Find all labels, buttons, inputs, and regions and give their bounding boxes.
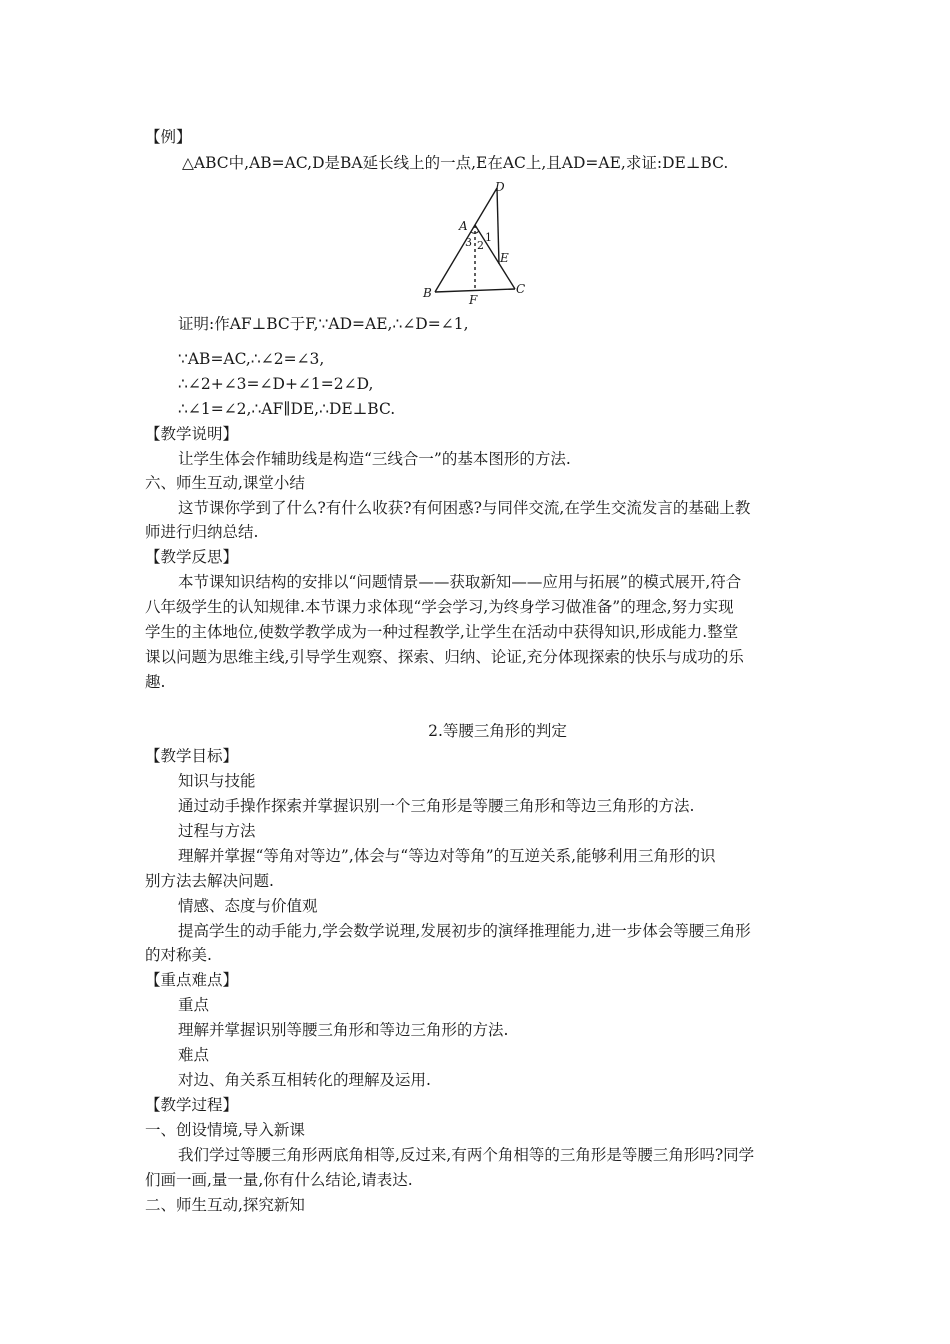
label-angle-1: 1	[485, 231, 492, 244]
teaching-process-heading: 【教学过程】	[145, 1096, 239, 1114]
segment-bc	[435, 289, 515, 292]
emotion-text-line-2: 的对称美.	[145, 946, 212, 964]
knowledge-text: 通过动手操作探索并掌握识别一个三角形是等腰三角形和等边三角形的方法.	[178, 797, 695, 815]
proof-line-3: ∴∠2+∠3=∠D+∠1=2∠D,	[178, 375, 374, 393]
label-d: D	[495, 180, 505, 194]
step-1-heading: 一、创设情境,导入新课	[145, 1121, 305, 1139]
step-1-text-line-1: 我们学过等腰三角形两底角相等,反过来,有两个角相等的三角形是等腰三角形吗?同学	[178, 1146, 755, 1164]
knowledge-heading: 知识与技能	[178, 772, 256, 790]
key-text: 理解并掌握识别等腰三角形和等边三角形的方法.	[178, 1021, 509, 1039]
process-text-line-1: 理解并掌握“等角对等边”,体会与“等边对等角”的互逆关系,能够利用三角形的识	[178, 847, 716, 865]
process-heading: 过程与方法	[178, 822, 256, 840]
example-heading: 【例】	[145, 128, 192, 146]
label-angle-3: 3	[465, 236, 472, 249]
label-e: E	[500, 251, 509, 265]
label-c: C	[516, 282, 526, 296]
key-heading: 重点	[178, 996, 210, 1014]
reflection-heading: 【教学反思】	[145, 548, 239, 566]
label-a: A	[459, 219, 468, 233]
reflection-line-2: 八年级学生的认知规律.本节课力求体现“学会学习,为终身学习做准备”的理念,努力实现	[145, 598, 734, 616]
difficulty-heading: 难点	[178, 1046, 210, 1064]
section-6-heading: 六、师生互动,课堂小结	[145, 474, 305, 492]
step-2-heading: 二、师生互动,探究新知	[145, 1196, 305, 1214]
segment-ac	[475, 225, 515, 289]
emotion-text-line-1: 提高学生的动手能力,学会数学说理,发展初步的演绎推理能力,进一步体会等腰三角形	[178, 922, 751, 940]
emotion-heading: 情感、态度与价值观	[178, 897, 318, 915]
process-text-line-2: 别方法去解决问题.	[145, 872, 274, 890]
step-1-text-line-2: 们画一画,量一量,你有什么结论,请表达.	[145, 1171, 413, 1189]
proof-line-2: ∵AB=AC,∴∠2=∠3,	[178, 350, 325, 368]
section-6-text-line-1: 这节课你学到了什么?有什么收获?有何困惑?与同伴交流,在学生交流发言的基础上教	[178, 499, 751, 517]
reflection-line-5: 趣.	[145, 673, 166, 691]
label-angle-2: 2	[477, 239, 484, 252]
goals-heading: 【教学目标】	[145, 747, 239, 765]
triangle-figure	[415, 178, 535, 308]
segment-dc	[497, 188, 499, 264]
difficulty-text: 对边、角关系互相转化的理解及运用.	[178, 1071, 431, 1089]
proof-line-4: ∴∠1=∠2,∴AF∥DE,∴DE⊥BC.	[178, 400, 396, 418]
reflection-line-1: 本节课知识结构的安排以“问题情景——获取新知——应用与拓展”的模式展开,符合	[178, 573, 742, 591]
reflection-line-3: 学生的主体地位,使数学教学成为一种过程教学,让学生在活动中获得知识,形成能力.整堂	[145, 623, 739, 641]
reflection-line-4: 课以问题为思维主线,引导学生观察、探索、归纳、论证,充分体现探索的快乐与成功的乐	[145, 648, 744, 666]
label-b: B	[423, 286, 432, 300]
section-6-text-line-2: 师进行归纳总结.	[145, 523, 259, 541]
teaching-note-heading: 【教学说明】	[145, 425, 239, 443]
label-f: F	[469, 293, 478, 307]
teaching-note-text: 让学生体会作辅助线是构造“三线合一”的基本图形的方法.	[178, 450, 571, 468]
proof-line-1: 证明:作AF⊥BC于F,∵AD=AE,∴∠D=∠1,	[178, 315, 469, 333]
example-problem: △ABC中,AB=AC,D是BA延长线上的一点,E在AC上,且AD=AE,求证:DE⊥BC.	[182, 154, 729, 172]
lesson-title: 2.等腰三角形的判定	[428, 722, 567, 740]
keypoints-heading: 【重点难点】	[145, 971, 239, 989]
